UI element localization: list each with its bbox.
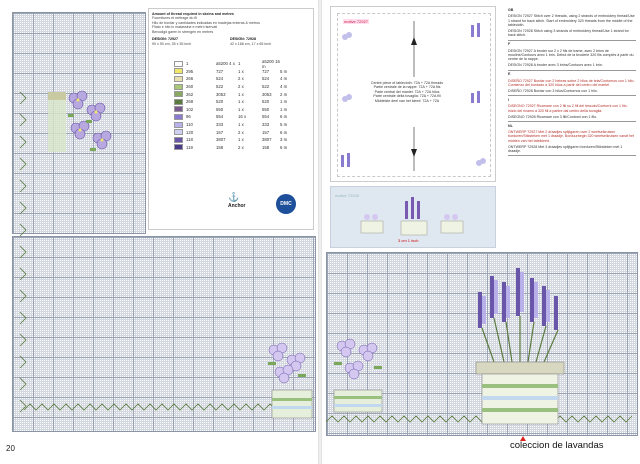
thread-cell: 262 — [186, 91, 194, 97]
preview-caption-line: Middelste deel van het kleed: 72A + 72A — [374, 98, 440, 103]
instruction-separator — [508, 155, 636, 156]
header-col3: a5200 4 x — [216, 61, 235, 67]
instruction-separator — [508, 40, 636, 41]
thread-cell: 6 m — [280, 129, 288, 135]
dimension-label: 3 cm 1 inch — [398, 238, 419, 243]
thread-row — [174, 144, 300, 152]
instruction-text: DISEGNO 72927 Ricamare con 2 fili su 2 fili del tessuto/Contorni con 1 filo. Inizio del ricamo a 320 fili a partire dal centro della tovaglia. — [508, 104, 628, 113]
instruction-text: DISEÑO 72928 Bordar con 3 hilos/Contornos con 1 hilo. — [508, 89, 598, 94]
instruction-text: DISEGNO 72928 Ricamare con 3 fili/Contorni con 1 filo. — [508, 114, 598, 119]
thread-cell: 5 m — [280, 122, 288, 128]
instruction-language-label: E — [508, 72, 511, 77]
thread-cell: 3 m — [280, 137, 288, 143]
thread-row — [174, 90, 300, 98]
thread-rows — [174, 68, 300, 152]
anchor-logo: ⚓ Anchor — [228, 192, 246, 209]
thread-swatch — [174, 129, 183, 135]
legend-intro-line: Benodigd garen in strengen en metres — [152, 29, 214, 34]
preview-caption-line: Parte centrale della tovaglia: 72A + 72A fili — [373, 94, 441, 99]
thread-cell: 102 — [186, 106, 194, 112]
legend-intro-line: Filato e hilo in matassine e metri riservati — [152, 25, 218, 30]
tablecloth-preview — [330, 6, 496, 182]
design-label-left: DESIGN: 72927 — [152, 37, 178, 42]
instruction-language-label: F — [508, 42, 511, 47]
thread-row — [174, 128, 300, 136]
thread-table-header — [174, 60, 300, 68]
legend-intro — [152, 12, 310, 34]
thread-swatch — [174, 99, 183, 105]
flower-pot-motif-left — [262, 340, 318, 422]
thread-cell: 6 m — [280, 144, 288, 150]
instruction-language-label: I — [508, 97, 509, 102]
design-label-right: DESIGN: 72928 — [230, 37, 256, 42]
motive-tag: motive 72927 — [344, 19, 369, 24]
thread-cell: 727 — [262, 68, 270, 74]
thread-cell: 1 m — [280, 106, 288, 112]
header-col1: 1 — [186, 61, 189, 67]
thread-cell: 520 — [216, 99, 224, 105]
thread-cell: 16 x — [238, 114, 247, 120]
instruction-text: DESIGN 72927 A broder sur 2 x 2 fils de trame, avec 2 brins de mouliné/Contours avec 1 brin. Début de la broderie 320 fils comptés à partir du centre de la nappe. — [508, 48, 634, 62]
thread-swatch — [174, 91, 183, 97]
thread-row — [174, 106, 300, 114]
thread-row — [174, 136, 300, 144]
instruction-text: ONTWERP 72928 Met 3 draadjes splijtgaren borduren/Stiksteken met 1 draadje. — [508, 144, 623, 154]
thread-cell: 110 — [186, 122, 193, 128]
thread-cell: 3053 — [216, 91, 226, 97]
instruction-text: ONTWERP 72927 Met 2 draadjes splijtgaren over 2 weefselkruisen borduren/Stiksteken met 1 draadje. Borduurbegin 320 weefselkruisen vanaf het midden van het tafelkleed. — [508, 129, 635, 143]
thread-table — [174, 60, 300, 151]
thread-swatch — [174, 144, 183, 150]
instruction-language-label: NL — [508, 123, 513, 128]
legend-intro-line: Fournitures et métrage du fil — [152, 16, 197, 21]
thread-cell: 333 — [262, 122, 270, 128]
thread-cell: 4 m — [280, 84, 288, 90]
thread-row — [174, 113, 300, 121]
thread-cell: 268 — [186, 99, 194, 105]
thread-row — [174, 98, 300, 106]
thread-cell: 1 x — [238, 68, 244, 74]
thread-cell: 1 x — [238, 99, 244, 105]
thread-cell: 2 x — [238, 129, 244, 135]
footer-title: coleccion de lavandas — [510, 440, 604, 451]
flower-motif-chart-right — [330, 336, 388, 418]
swatch-blank — [174, 61, 183, 67]
thread-cell: 550 — [262, 106, 270, 112]
thread-swatch — [174, 106, 183, 112]
thread-cell: 2 x — [238, 84, 244, 90]
thread-cell: 522 — [262, 84, 270, 90]
instruction-separator — [508, 70, 636, 71]
header-col4: 1 — [238, 61, 241, 67]
thread-cell: 554 — [216, 114, 224, 120]
instructions-panel — [508, 8, 636, 252]
thread-cell: 3807 — [216, 137, 226, 143]
thread-cell: 158 — [262, 144, 270, 150]
thread-cell: 522 — [216, 84, 224, 90]
thread-cell: 3053 — [262, 91, 272, 97]
thread-swatch — [174, 122, 183, 128]
anchor-logo-text: Anchor — [228, 203, 246, 209]
preview-caption-line: Centre piece of tablecloth: 72A + 72A threads — [370, 81, 444, 85]
thread-swatch — [174, 84, 183, 90]
thread-swatch — [174, 68, 183, 74]
thread-cell: 1 x — [238, 91, 244, 97]
thread-row — [174, 68, 300, 76]
instruction-text: DESIGN 72927 Stitch over 2 threads, using 2 strands of embroidery thread/Use 1 strand for back stitch. Start of embroidery 320 threads from the middle of the tablecloth. — [508, 14, 635, 27]
scallop-border-left — [18, 92, 36, 422]
instruction-text: DESIGN 72928 A broder avec 3 brins/Contours avec 1 brin. — [508, 63, 603, 68]
preview-caption — [341, 81, 473, 103]
page-number: 20 — [6, 444, 15, 453]
thread-cell: 2 x — [238, 144, 244, 150]
thread-row — [174, 83, 300, 91]
instruction-text: DESIGN 72928 Stitch using 3 strands of embroidery thread/Use 1 strand for back stitch. — [508, 29, 629, 38]
motive2-label: motive 72928 — [335, 193, 360, 198]
thread-cell: 260 — [186, 84, 194, 90]
thread-cell: 157 — [262, 129, 270, 135]
instruction-language-label: GB — [508, 8, 514, 12]
thread-cell: 524 — [216, 76, 224, 82]
thread-row — [174, 121, 300, 129]
thread-cell: 96 — [186, 114, 191, 120]
thread-cell: 120 — [186, 129, 194, 135]
thread-cell: 6 m — [280, 114, 288, 120]
thread-cell: 158 — [216, 144, 224, 150]
thread-cell: 2 m — [280, 91, 288, 97]
preview-caption-line: Parte central del mantel: 72A + 72A hilos — [374, 89, 440, 94]
legend-intro-line: Amount of thread required in skeins and metres — [152, 12, 234, 16]
thread-cell: 550 — [216, 106, 224, 112]
thread-cell: 157 — [216, 129, 224, 135]
thread-cell: 119 — [186, 144, 193, 150]
legend-intro-line: Hilo de bordar y cantidades indicadas en madejas enteras & metros — [152, 20, 260, 25]
thread-cell: 1 x — [238, 137, 244, 143]
thread-cell: 1 m — [280, 99, 288, 105]
thread-cell: 4 m — [280, 76, 288, 82]
instruction-text: DISEÑO 72927 Bordar con 2 hebras sobre 2 hilos de tela/Contornos con 1 hilo. Comienzo del bordado a 320 hilos a partir del centro del mantel. — [508, 78, 635, 87]
thread-cell: 554 — [262, 114, 270, 120]
thread-cell: 1 x — [238, 106, 244, 112]
thread-cell: 266 — [186, 76, 194, 82]
thread-swatch — [174, 114, 183, 120]
thread-swatch — [174, 76, 183, 82]
instruction-separator — [508, 95, 636, 96]
thread-cell: 333 — [216, 122, 224, 128]
preview-caption-line: Partie centrale de la nappe: 72A + 72A fils — [373, 85, 441, 90]
instruction-separator — [508, 121, 636, 122]
dmc-logo: DMC — [276, 194, 296, 214]
design-size-left: 90 x 90 cm, 35 x 35 inch — [152, 41, 191, 46]
flower-motif-chart — [44, 84, 124, 174]
thread-cell: 524 — [262, 76, 270, 82]
thread-cell: 295 — [186, 68, 194, 74]
design-size-right: 42 x 168 cm, 17 x 65 inch — [230, 41, 271, 46]
thread-cell: 1 x — [238, 122, 244, 128]
thread-row — [174, 75, 300, 83]
left-page — [0, 0, 318, 464]
thread-cell: 3807 — [262, 137, 272, 143]
thread-cell: 2 x — [238, 76, 244, 82]
thread-cell: 727 — [216, 68, 224, 74]
lavender-pot-motif — [464, 262, 576, 432]
thread-cell: 118 — [186, 137, 193, 143]
thread-swatch — [174, 137, 183, 143]
thread-cell: 520 — [262, 99, 270, 105]
thread-cell: 5 m — [280, 68, 288, 74]
header-col5: a5200 16 m — [262, 58, 280, 69]
